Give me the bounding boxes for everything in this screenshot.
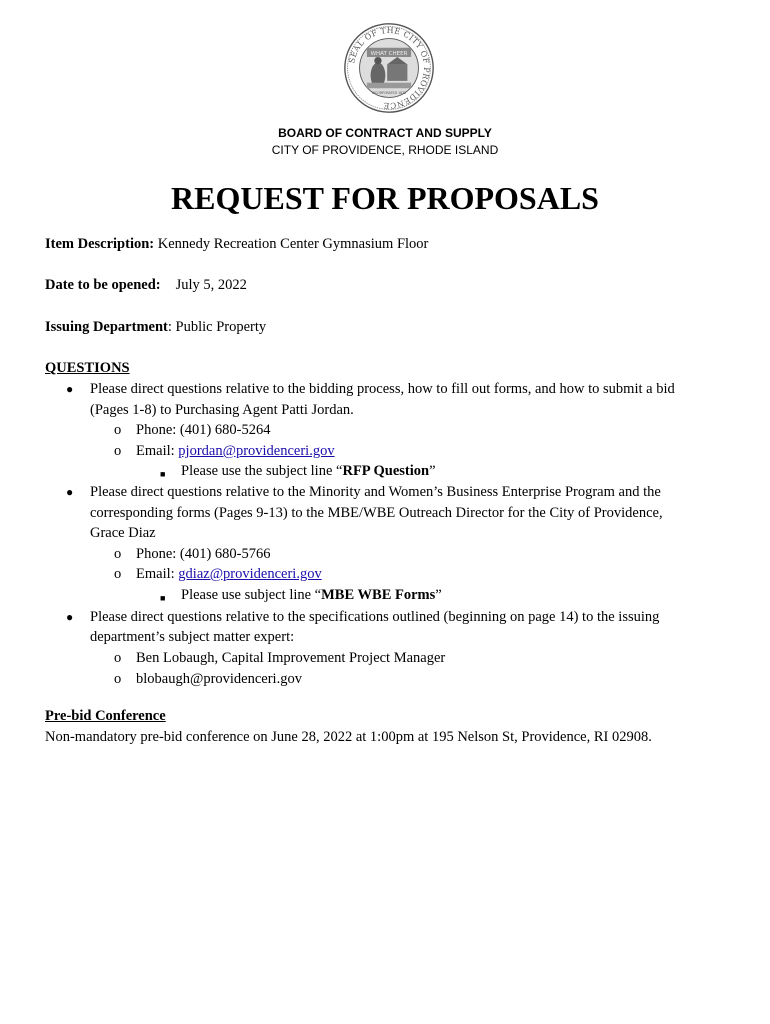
square-bullet-icon: ■ xyxy=(160,469,166,479)
q2-subject-pre: Please use subject line “ xyxy=(181,587,322,603)
item-description-value: Kennedy Recreation Center Gymnasium Floor xyxy=(154,236,429,252)
q1-line-2: (Pages 1-8) to Purchasing Agent Patti Jordan. xyxy=(90,402,354,418)
q1-subject-line xyxy=(181,461,436,482)
date-opened-label: Date to be opened: xyxy=(45,277,161,293)
q2-phone: Phone: (401) 680-5766 xyxy=(136,546,271,562)
item-description xyxy=(45,234,428,255)
q1-phone: Phone: (401) 680-5264 xyxy=(136,422,271,438)
q3-line-2: department’s subject matter expert: xyxy=(90,629,295,645)
issuing-department-value: : Public Property xyxy=(167,319,267,335)
svg-text:WHAT CHEER: WHAT CHEER xyxy=(370,51,408,58)
issuing-department-label: Issuing Department xyxy=(45,319,168,335)
q1-subject-post: ” xyxy=(429,463,436,479)
city-seal-logo xyxy=(343,22,435,114)
date-opened-value: July 5, 2022 xyxy=(175,277,247,293)
document-title: REQUEST FOR PROPOSALS xyxy=(171,180,599,216)
q3-contact: Ben Lobaugh, Capital Improvement Project Manager xyxy=(136,650,446,666)
q2-subject-post: ” xyxy=(435,587,442,603)
city-name: CITY OF PROVIDENCE, RHODE ISLAND xyxy=(271,143,499,157)
date-opened xyxy=(45,275,247,296)
q2-subject: MBE WBE Forms xyxy=(321,587,436,603)
circle-bullet-icon: o xyxy=(114,566,122,582)
q2-email-row xyxy=(136,564,322,585)
questions-heading: QUESTIONS xyxy=(45,360,130,376)
issuing-department xyxy=(45,317,266,338)
circle-bullet-icon: o xyxy=(114,650,122,666)
svg-text:INCORPORATED 1832: INCORPORATED 1832 xyxy=(371,90,407,95)
q1-email-label: Email: xyxy=(136,443,179,459)
q1-email-link[interactable]: pjordan@providenceri.gov xyxy=(178,443,335,459)
board-name: BOARD OF CONTRACT AND SUPPLY xyxy=(278,126,492,140)
q2-email-label: Email: xyxy=(136,566,179,582)
bullet-icon: ● xyxy=(66,610,74,624)
circle-bullet-icon: o xyxy=(114,546,122,562)
svg-text:SEAL OF THE CITY OF PROVIDENCE: SEAL OF THE CITY OF PROVIDENCE xyxy=(347,25,432,111)
q1-subject: RFP Question xyxy=(342,463,430,479)
q3-line-1: Please direct questions relative to the specifications outlined (beginning on page 14) to the issuing xyxy=(90,609,660,625)
square-bullet-icon: ■ xyxy=(160,593,166,603)
circle-bullet-icon: o xyxy=(114,671,122,687)
prebid-heading: Pre-bid Conference xyxy=(45,708,166,724)
item-description-label: Item Description: xyxy=(45,236,155,252)
q2-line-1: Please direct questions relative to the Minority and Women’s Business Enterprise Program and the xyxy=(90,484,661,500)
q2-line-2: corresponding forms (Pages 9-13) to the MBE/WBE Outreach Director for the City of Providence, xyxy=(90,505,663,521)
circle-bullet-icon: o xyxy=(114,443,122,459)
circle-bullet-icon: o xyxy=(114,422,122,438)
q1-email-row xyxy=(136,441,335,462)
q1-subject-pre: Please use the subject line “ xyxy=(181,463,343,479)
prebid-text: Non-mandatory pre-bid conference on June 28, 2022 at 1:00pm at 195 Nelson St, Providence, RI 02908. xyxy=(45,729,652,745)
bullet-icon: ● xyxy=(66,485,74,499)
bullet-icon: ● xyxy=(66,382,74,396)
q2-email-link[interactable]: gdiaz@providenceri.gov xyxy=(178,566,322,582)
q2-subject-line xyxy=(181,585,442,606)
q2-line-3: Grace Diaz xyxy=(90,525,156,541)
q3-email: blobaugh@providenceri.gov xyxy=(136,671,302,687)
q1-line-1: Please direct questions relative to the bidding process, how to fill out forms, and how to submit a bid xyxy=(90,381,675,397)
